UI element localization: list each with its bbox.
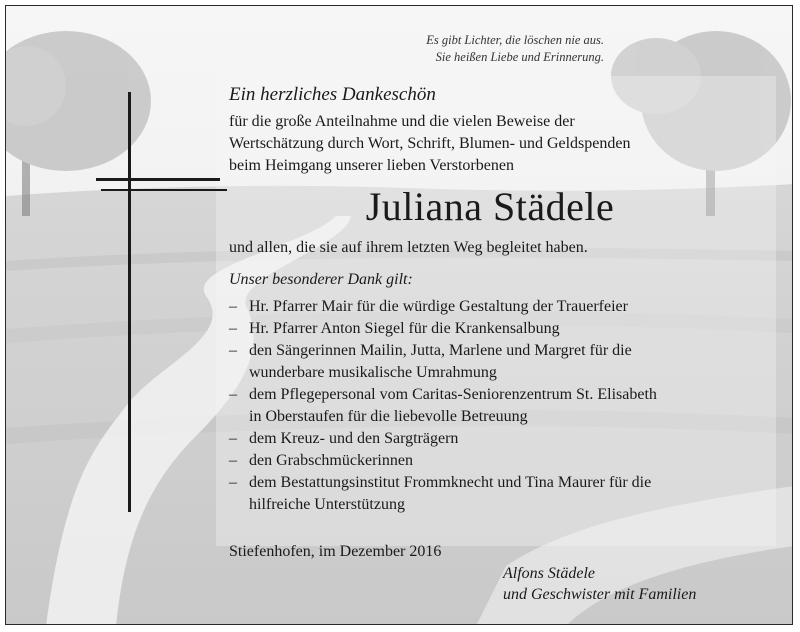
list-dash: – (229, 320, 237, 337)
signature (503, 563, 696, 605)
deceased-name: Juliana Städele (365, 184, 615, 229)
intro-line: für die große Anteilnahme und die vielen Beweise der (229, 113, 575, 130)
list-dash: – (229, 298, 237, 315)
list-item-text: wunderbare musikalische Umrahmung (249, 364, 497, 381)
intro-line: beim Heimgang unserer lieben Verstorbenen (229, 157, 514, 174)
list-item-text: dem Pflegepersonal vom Caritas-Seniorenzentrum St. Elisabeth (249, 386, 657, 403)
list-item (229, 296, 657, 318)
motto-line: Sie heißen Liebe und Erinnerung. (435, 50, 604, 64)
list-item (229, 450, 657, 472)
thank-you-heading: Ein herzliches Dankeschön (229, 84, 436, 105)
list-item (229, 428, 657, 450)
list-item (229, 340, 657, 384)
place-date: Stiefenhofen, im Dezember 2016 (229, 543, 442, 560)
list-item-text: Hr. Pfarrer Anton Siegel für die Krankensalbung (249, 320, 560, 337)
special-thanks-heading: Unser besonderer Dank gilt: (229, 271, 413, 288)
list-dash: – (229, 342, 237, 359)
list-item-text: den Sängerinnen Mailin, Jutta, Marlene und Margret für die (249, 342, 632, 359)
thanks-list (229, 296, 657, 516)
list-item (229, 318, 657, 340)
list-dash: – (229, 430, 237, 447)
cross-bar (96, 178, 220, 181)
intro-line: Wertschätzung durch Wort, Schrift, Blumen- und Geldspenden (229, 135, 631, 152)
motto-line: Es gibt Lichter, die löschen nie aus. (426, 33, 604, 47)
after-name-text: und allen, die sie auf ihrem letzten Weg begleitet haben. (229, 239, 588, 256)
signature-line: und Geschwister mit Familien (503, 586, 697, 603)
list-item-text: den Grabschmückerinnen (249, 452, 413, 469)
list-dash: – (229, 386, 237, 403)
list-item-text: hilfreiche Unterstützung (249, 496, 405, 513)
cross-icon (128, 92, 131, 512)
intro-text (229, 111, 630, 177)
list-dash: – (229, 452, 237, 469)
motto (344, 32, 604, 66)
list-dash: – (229, 474, 237, 491)
list-item (229, 384, 657, 428)
signature-line: Alfons Städele (503, 565, 595, 582)
obituary-card (5, 5, 793, 625)
list-item-text: dem Kreuz- und den Sargträgern (249, 430, 459, 447)
list-item-text: in Oberstaufen für die liebevolle Betreuung (249, 408, 528, 425)
list-item-text: dem Bestattungsinstitut Frommknecht und Tina Maurer für die (249, 474, 652, 491)
list-item-text: Hr. Pfarrer Mair für die würdige Gestaltung der Trauerfeier (249, 298, 628, 315)
list-item (229, 472, 657, 516)
